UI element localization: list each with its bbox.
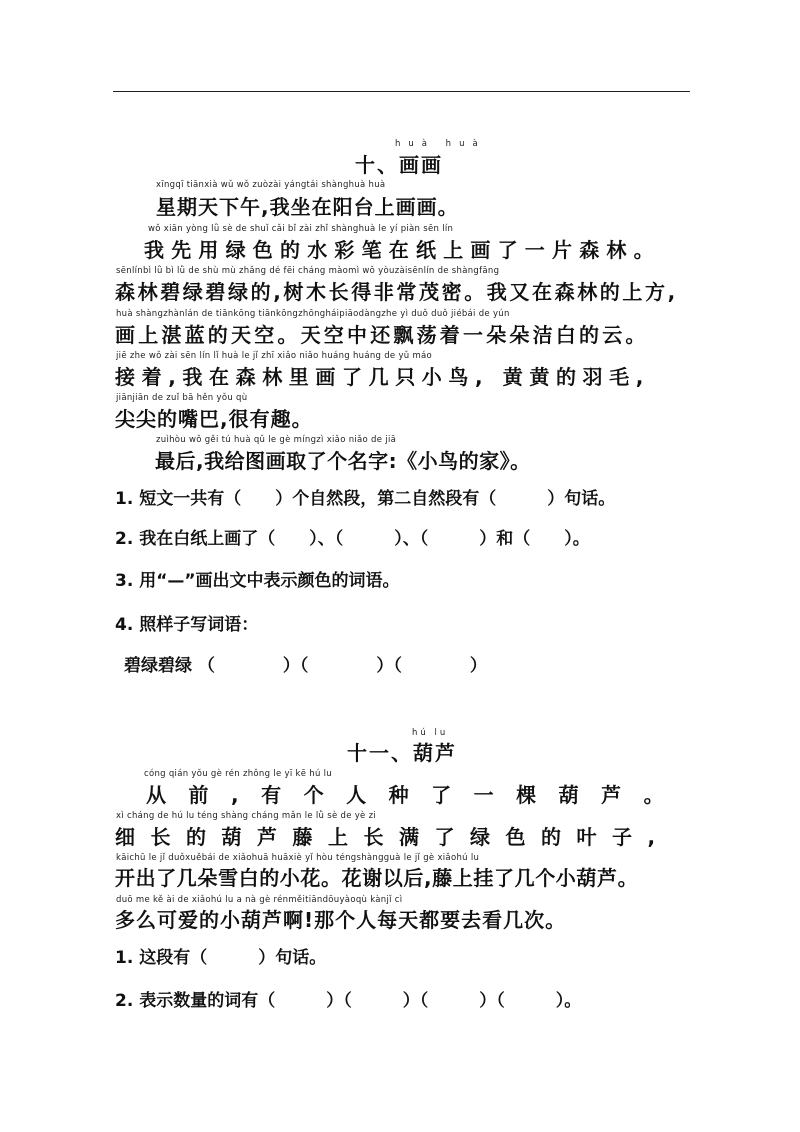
title-pinyin: huà huà — [395, 139, 486, 149]
pinyin-line: wǒ xiān yòng lǜ sè de shuǐ cǎi bǐ zài zhǐ shànghuà le yí piàn sēn lín — [148, 224, 454, 234]
pinyin-line: jiānjiān de zuǐ bā hěn yǒu qù — [116, 393, 248, 403]
pinyin-line: huà shàngzhànlán de tiānkōng tiānkōngzhōngháipiāodàngzhe yì duǒ duǒ jiébái de yún — [116, 309, 510, 319]
text-line: 多么可爱的小葫芦啊!那个人每天都要去看几次。 — [115, 908, 567, 932]
lesson-title: 十一、葫芦 — [347, 741, 457, 765]
text-line: 细长的葫芦藤上长满了绿色的叶子, — [115, 825, 671, 849]
top-rule — [113, 91, 690, 92]
title-pinyin: hú lu — [412, 728, 449, 738]
text-line: 开出了几朵雪白的小花。花谢以后,藤上挂了几个小葫芦。 — [115, 866, 639, 890]
text-line: 从前,有个人种了一棵葫芦。 — [146, 783, 687, 807]
pinyin-line: xīngqī tiānxià wǔ wǒ zuòzài yángtái shànghuà huà — [156, 180, 386, 190]
pinyin-line: sēnlínbì lǜ bì lǜ de shù mù zhǎng dé fēi cháng màomì wǒ yòuzàisēnlín de shàngfāng — [116, 266, 500, 276]
text-line: 最后,我给图画取了个名字:《小鸟的家》。 — [155, 449, 531, 473]
question-2: 2. 我在白纸上画了（ ）、（ ）、（ ）和（ ）。 — [115, 529, 590, 549]
text-line: 我先用绿色的水彩笔在纸上画了一片森林。 — [144, 238, 661, 262]
pinyin-line: kāichū le jǐ duǒxuěbái de xiǎohuā huāxiè yǐ hòu téngshàngguà le jǐ gè xiǎohú lu — [116, 853, 480, 863]
question-4: 4. 照样子写词语： — [115, 615, 259, 635]
text-line: 星期天下午,我坐在阳台上画画。 — [156, 195, 459, 219]
pinyin-line: zuìhòu wǒ gěi tú huà qǔ le gè míngzì xiǎo niǎo de jiā — [156, 435, 397, 445]
question-3: 3. 用“—”画出文中表示颜色的词语。 — [115, 571, 400, 591]
question-1: 1. 这段有（ ）句话。 — [115, 948, 327, 968]
example-words: 碧绿碧绿 （ ）（ ）（ ） — [124, 656, 487, 676]
pinyin-line: xì cháng de hú lu téng shàng cháng mǎn le lǜ sè de yè zi — [116, 811, 377, 821]
pinyin-line: jiē zhe wǒ zài sēn lín lǐ huà le jǐ zhī xiǎo niǎo huáng huáng de yǔ máo — [116, 351, 433, 361]
text-line: 尖尖的嘴巴,很有趣。 — [115, 407, 313, 431]
text-line: 接着,我在森林里画了几只小鸟, 黄黄的羽毛, — [115, 365, 650, 389]
lesson-title: 十、画画 — [355, 153, 443, 177]
pinyin-line: cóng qián yǒu gè rén zhǒng le yī kē hú lu — [144, 769, 332, 779]
text-line: 森林碧绿碧绿的,树木长得非常茂密。我又在森林的上方, — [115, 280, 678, 304]
pinyin-line: duō me kě ài de xiǎohú lu a nà gè rénměitiāndōuyàoqù kànjǐ cì — [116, 895, 403, 905]
question-1: 1. 短文一共有（ ）个自然段，第二自然段有（ ）句话。 — [115, 489, 616, 509]
text-line: 画上湛蓝的天空。天空中还飘荡着一朵朵洁白的云。 — [115, 323, 649, 347]
question-2: 2. 表示数量的词有（ ）（ ）（ ）（ ）。 — [115, 991, 582, 1011]
